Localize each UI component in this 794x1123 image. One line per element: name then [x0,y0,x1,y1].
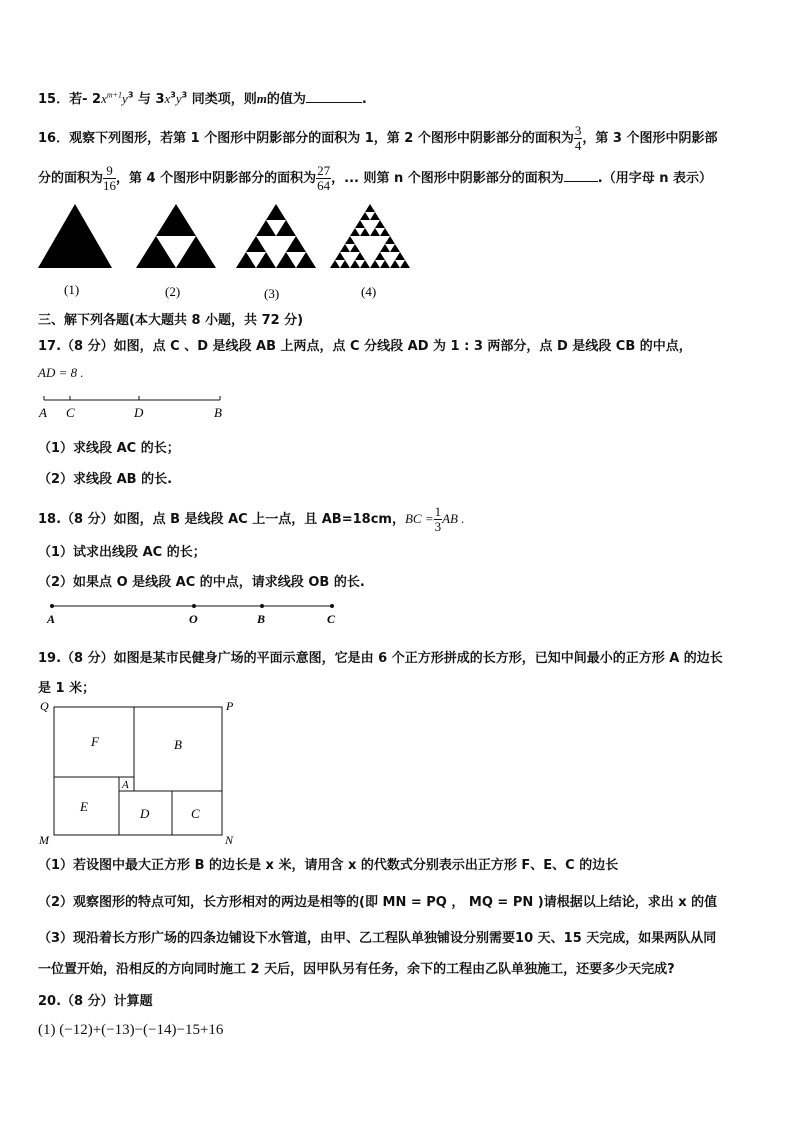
question-16-line1: 16．观察下列图形，若第 1 个图形中阴影部分的面积为 1，第 2 个图形中阴影部分的面积为 $\frac{3}{4}$ ，第 3 个图形中阴影部 [38,123,718,153]
svg-text:B: B [174,737,182,752]
triangle-figure-2 [136,204,216,268]
svg-text:B: B [214,405,222,420]
question-18-sub1: （1）试求出线段 AC 的长； [38,545,206,560]
fraction: $\frac{3}{4}$ [574,123,582,153]
sierpinski-figures [38,202,424,302]
question-15: 15．若- $2x^{m+1}y^3$ 与 $3x^3y^3$ 同类项，则m的值为 . [38,90,367,107]
question-19-line1: 19.（8 分）如图是某市民健身广场的平面示意图，它是由 6 个正方形拼成的长方形，已知中间最小的正方形 A 的边长 [38,651,723,666]
section-3-heading: 三、解下列各题(本大题共 8 小题，共 72 分) [38,313,304,328]
question-17-line2: AD = 8 . [38,365,84,380]
question-19-line2: 是 1 米； [38,681,96,696]
answer-blank[interactable] [306,90,362,103]
question-17-sub1: （1）求线段 AC 的长； [38,441,180,456]
question-19-sub1: （1）若设图中最大正方形 B 的边长是 x 米，请用含 x 的代数式分别表示出正方形 F、E、C 的边长 [38,858,619,873]
svg-text:A: A [39,405,47,420]
fraction: $\frac{9}{16}$ [103,163,117,193]
svg-text:A: A [47,612,56,626]
svg-text:P: P [226,699,234,713]
caption-4: (4) [361,284,377,299]
question-17-line1: 17.（8 分）如图，点 C 、D 是线段 AB 上两点，点 C 分线段 AD 为 1 : 3 两部分，点 D 是线段 CB 的中点， [38,339,692,354]
segment-figure-18 [44,598,344,628]
question-16-line2: 分的面积为 $\frac{9}{16}$ ，第 4 个图形中阴影部分的面积为 $\frac{27}{64}$ ，... 则第 n 个图形中阴影部分的面积为 .（用字母 n 表示） [38,163,713,193]
svg-text:B: B [257,612,266,626]
question-19-sub3-line2: 一位置开始，沿相反的方向同时施工 2 天后，因甲队另有任务，余下的工程由乙队单独施工，还要多少天完成? [38,962,675,977]
triangle-figure-1 [38,204,112,268]
question-18-sub2: （2）如果点 O 是线段 AC 的中点，请求线段 OB 的长. [38,575,365,590]
svg-text:O: O [189,612,198,626]
fraction: $\frac{1}{3}$ [434,504,442,534]
triangle-figure-4 [330,204,410,268]
answer-blank[interactable] [564,169,598,182]
question-20-title: 20.（8 分）计算题 [38,994,153,1009]
svg-text:M: M [39,833,49,847]
caption-1: (1) [64,282,80,297]
rectangle-figure-19 [36,697,242,847]
svg-text:D: D [134,405,144,420]
question-19-sub2: （2）观察图形的特点可知，长方形相对的两边是相等的(即 MN = PQ ， MQ = PN )请根据以上结论，求出 x 的值 [38,895,718,910]
svg-text:C: C [191,806,200,821]
question-20-expression: (1) (−12)+(−13)−(−14)−15+16 [38,1022,224,1038]
svg-text:F: F [91,734,99,749]
caption-2: (2) [165,284,181,299]
svg-text:N: N [225,833,234,847]
svg-text:C: C [66,405,75,420]
question-19-sub3-line1: （3）现沿着长方形广场的四条边铺设下水管道，由甲、乙工程队单独铺设分别需要10 天、15 天完成，如果两队从同 [38,931,717,946]
question-17-sub2: （2）求线段 AB 的长. [38,472,173,487]
caption-3: (3) [264,286,280,301]
svg-text:D: D [140,806,150,821]
triangle-figure-3 [236,204,316,268]
segment-figure-17 [36,392,236,422]
svg-text:E: E [80,799,88,814]
svg-text:Q: Q [40,699,49,713]
svg-text:C: C [327,612,336,626]
svg-text:A: A [122,779,129,791]
fraction: $\frac{27}{64}$ [317,163,331,193]
question-18-line1: 18.（8 分）如图，点 B 是线段 AC 上一点，且 AB=18cm，BC = $\frac{1}{3}$ AB . [38,504,465,534]
